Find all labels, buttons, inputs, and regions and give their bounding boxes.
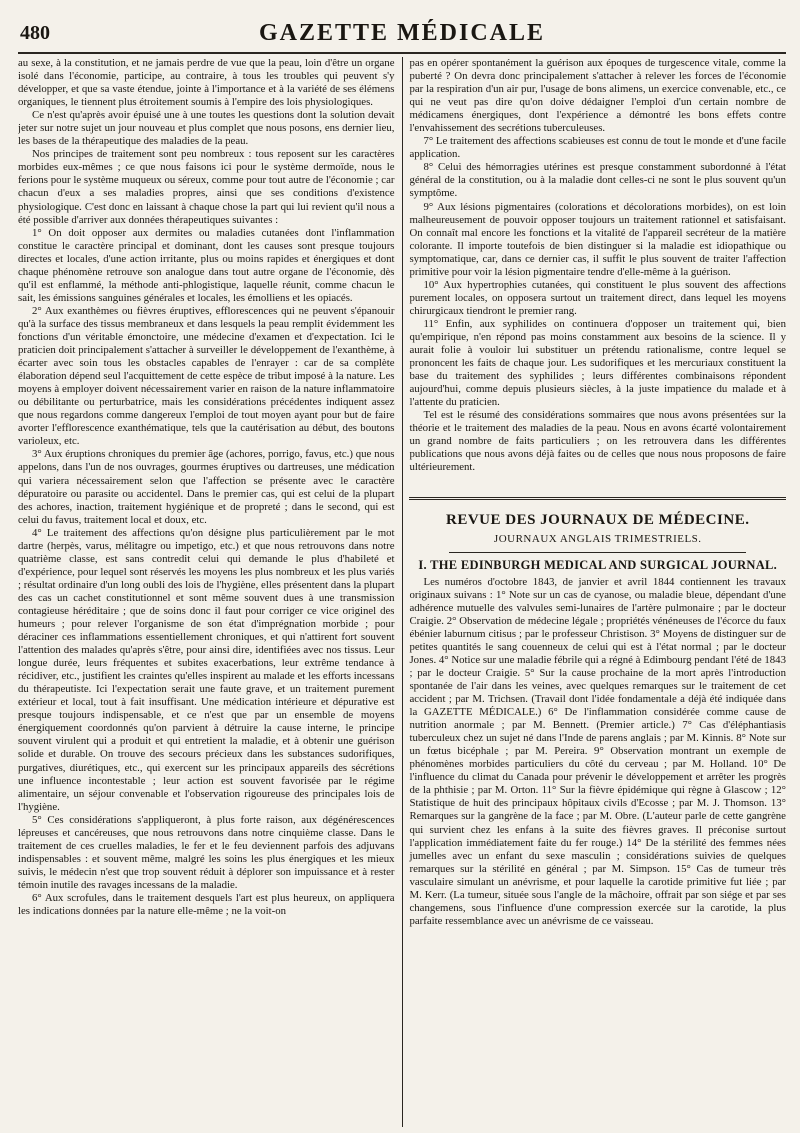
paragraph: 7° Le traitement des affections scabieuses est connu de tout le monde et d'une facile application. (409, 135, 786, 161)
paragraph: Ce n'est qu'après avoir épuisé une à une toutes les questions dont la solution devait jeter sur notre sujet un jour nouveau et plus complet que nous posons, ens dernier lieu, les bases de la thérapeutique des maladies de la peau. (18, 109, 395, 148)
article-title: I. THE EDINBURGH MEDICAL AND SURGICAL JOURNAL. (418, 557, 778, 572)
paragraph: Les numéros d'octobre 1843, de janvier et avril 1844 contiennent les travaux originaux suivans : 1° Note sur un cas de cyanose, ou maladie bleue, dépendant d'une adhérence mutuelle des valvules semi-lunaires de l'artère pulmonaire ; par le docteur Craigie. 2° Observation de médecine légale ; propriétés vénéneuses de l'écorce du faux ébénier laburnum citisus ; par le professeur Christison. 3° Moyens de distinguer sur de petites quantités le sang couenneux de celui qui est à l'état normal ; par le docteur Jones. 4° Notice sur une maladie fébrile qui a régné à Edimbourg pendant l'été de 1843 ; par le docteur Craigie. 5° Sur la cause prochaine de la mort après l'introduction spontanée de l'air dans les veines, avec quelques remarques sur le traitement de cet accident ; par M. Trichsen. (Travail dont l'idée fondamentale a déjà été indiquée dans la GAZETTE MÉDICALE.) 6° De l'inflammation considérée comme cause de nutrition anormale ; par M. Bennett. (Premier article.) 7° Cas d'éléphantiasis tuberculeux chez un sujet né dans l'Inde de parens anglais ; par M. Kinnis. 8° Note sur un fœtus bicéphale ; par M. Pereira. 9° Observation montrant un exemple de phénomènes morbides particuliers du côté du cerveau ; par M. Holland. 10° De l'influence du climat du Canada pour prévenir le développement et arrêter les progrès de la phthisie ; par M. Orton. 11° Sur la fièvre épidémique qui règne à Glascow ; 12° Statistique de huit des principaux hôpitaux civils d'Ecosse ; par M. J. Thomson. 13° Remarques sur la gangrène de la face ; par M. Obre. (L'auteur parle de cette gangrène qui survient chez les enfans à la suite des fièvres graves. Il préconise surtout l'application immédiatement faite du fer rouge.) 14° De la stérilité des femmes nées jumelles avec un enfant du sexe masculin ; considérations suivies de quelques remarques sur la stérilité en général ; par M. Simpson. 15° Cas de tumeur très vasculaire simulant un anévrisme, et pour laquelle la carotide primitive fut liée ; par M. Kerr. (La tumeur, située sous l'angle de la mâchoire, offrait par son siége et par ses changemens, sous l'influence d'une compression exercée sur la carotide, la plus parfaite ressemblance avec un anévrisme de ce vaisseau. (409, 575, 786, 927)
paragraph: 2° Aux exanthèmes ou fièvres éruptives, efflorescences qui ne peuvent s'épanouir qu'à la surface des tissus membraneux et dans lesquels la peau remplit évidemment les fonctions d'un véritable émonctoire, une médecine d'examen et d'expectation. Ici le praticien doit principalement s'attacher à surveiller le développement de l'exanthème, à écarter avec soin tous les obstacles capables de l'enrayer : car de sa complète élaboration dépend seul l'acquittement de cette espèce de tribut imposé à la nature. Les moyens à employer doivent nécessairement varier en raison de la nature inflammatoire ou débilitante ou perturbatrice, mais les considérations précédentes indiquent assez que nous regardons comme dangereux l'emploi de tout moyen ayant pour but de faire avorter l'efflorescence exanthématique, tels que la cautérisation au début, des boutons varioleux, etc. (18, 304, 395, 448)
journal-title: GAZETTE MÉDICALE (258, 20, 546, 46)
page-number: 480 (20, 22, 50, 44)
paragraph: 9° Aux lésions pigmentaires (colorations et décolorations morbides), on est loin malheureusement de pouvoir opposer toujours un traitement rationnel et satisfaisant. On connaît mal encore les fonctions et la vitalité de l'appareil secréteur de la matière colorante. Il importe toutefois de bien distinguer si la maladie est idiopathique ou symptomatique, car, dans ce dernier cas, il suffit le plus souvent de traiter l'affection primitive pour voir la lésion pigmentaire tendre d'elle-même à la guérison. (409, 200, 786, 278)
paragraph: 1° On doit opposer aux dermites ou maladies cutanées dont l'inflammation constitue le caractère principal et dominant, dont les causes sont presque toujours directes et locales, d'une action irritante, plus ou moins rapides et énergiques et dont chaque phénomène retrouve son analogue dans tout autre organe de l'économie, dès qu'il est enflammé, la méthode anti-phlogistique, laquelle réunit, comme chacun le sait, les émissions sanguines générales et locales, les émolliens et les opiacés. (18, 226, 395, 304)
right-column (402, 57, 786, 1127)
paragraph: au sexe, à la constitution, et ne jamais perdre de vue que la peau, loin d'être un organe isolé dans l'économie, participe, au contraire, à tous les troubles qui peuvent s'y développer, et que sa vaste étendue, jointe à l'importance et à la variété de ses élémens organiques, le tiennent plus étroitement soumis à l'empire des lois physiologiques. (18, 57, 395, 109)
paragraph: 4° Le traitement des affections qu'on désigne plus particulièrement par le mot dartre (herpès, varus, mélitagre ou impetigo, etc.) et que nous retrouvons dans notre quatrième classe, est sans contredit celui qui demande le plus d'habileté et d'expérience, pour lequel sont réservés les moyens les plus nombreux et les plus variés ; résultat ordinaire d'un long oubli des lois de l'hygiène, elles présentent dans la plupart des cas un cachet constitutionnel et sont même souvent dues à une transmission contagieuse héréditaire ; que de soins donc il faut pour corriger ce vice originel des humeurs ; pour relever l'organisme de son état d'imprégnation morbide ; pour déraciner ces inflammations essentiellement chroniques, et qui n'attirent fort souvent l'attention des malades qu'après s'être, pour ainsi dire, identifiées avec nos tissus. Leur longue durée, leurs fréquentes et subites exacerbations, leur extrême tendance à récidiver, etc., justifient les craintes qu'elles inspirent au malade et les efforts incessans du thérapeutiste. Ici l'expectation serait une faute grave, et un traitement purement extérieur et local, tout à fait insuffisant. Une médication intérieure et dépurative est presque toujours indispensable, et ce n'est que par un ensemble de moyens énergiquement coordonnés qu'on parvient à détruire la cause interne, le principe souvent virulent qui a produit et qui entretient la maladie, et à obtenir une guérison solide et durable. On trouve des secours précieux dans les substances sudorifiques, purgatives, diurétiques, etc., qui exercent sur les principaux appareils des sécrétions une influence incontestable ; leur action est souvent favorisée par le régime alimentaire, un séjour convenable et l'observation rigoureuse des principales lois de l'hygiène. (18, 526, 395, 813)
left-column (18, 57, 402, 1127)
paragraph: 10° Aux hypertrophies cutanées, qui constituent le plus souvent des affections purement locales, on opposera surtout un traitement direct, dans lequel les moyens chirurgicaux tiendront le premier rang. (409, 278, 786, 317)
paragraph: 8° Celui des hémorragies utérines est presque constamment subordonné à l'état général de la constitution, ou à la maladie dont celles-ci ne sont le plus souvent qu'un symptôme. (409, 161, 786, 200)
page-header (18, 18, 786, 54)
section-separator (409, 497, 786, 500)
subtitle-rule (449, 552, 746, 553)
paragraph: 3° Aux éruptions chroniques du premier âge (achores, porrigo, favus, etc.) que nous appelons, dans l'un de nos ouvrages, gourmes éruptives ou dartreuses, une médication qui variera nécessairement selon que l'affection se présente avec le caractère dépuratoire ou parasite ou accidentel. Dans le premier cas, qui est celui de la plupart des achores, inaction, traitement hygiénique et de propreté ; dans le second, qui est celui du favus, traitement local et doux, etc. (18, 448, 395, 526)
section-subtitle: JOURNAUX ANGLAIS TRIMESTRIELS. (493, 532, 702, 545)
paragraph: 11° Enfin, aux syphilides on continuera d'opposer un traitement qui, bien qu'empirique, n'en répond pas moins constamment aux besoins de la science. Il y aurait folie à vouloir lui substituer un prétendu rationalisme, contre lequel se prononcent les faits de chaque jour. Les sudorifiques et les mercuriaux constituent la base du traitement des syphilides ; leurs différentes combinaisons répondent aujourd'hui, comme depuis plusieurs siècles, à la juste impatience du malade et à l'attente du praticien. (409, 317, 786, 409)
paragraph: Nos principes de traitement sont peu nombreux : tous reposent sur les caractères morbides eux-mêmes ; ce que nous faisons ici pour le système dermoïde, nous le ferions pour le système muqueux ou séreux, comme pour tout autre de l'économie ; car chacun d'eux a ses maladies propres, ainsi que ses conditions d'existence physiologique. C'est donc en laissant à chaque chose la part qui lui revient qu'il nous a été possible d'arriver aux données thérapeutiques suivantes : (18, 148, 395, 226)
paragraph: pas en opérer spontanément la guérison aux époques de turgescence vitale, comme la puberté ? On devra donc principalement s'attacher à relever les forces de l'économie par la respiration d'un air pur, l'usage de bons alimens, un exercice convenable, etc., ce qui ne veut pas dire qu'on doive dédaigner l'emploi d'un certain nombre de médicamens énergiques, dont l'expérience a démontré les bons effets contre l'envahissement des secrétions tuberculeuses. (409, 57, 786, 135)
paragraph: 5° Ces considérations s'appliqueront, à plus forte raison, aux dégénérescences lépreuses et cancéreuses, que nous retrouvons dans notre cinquième classe. Dans le traitement de ces cruelles maladies, le fer et le feu deviennent parfois des adjuvans indispensables : et souvent même, malgré les soins les plus énergiques et les mieux suivis, le médecin n'est que trop souvent réduit à déplorer son impuissance et à rester témoin inutile des ravages incessans de la maladie. (18, 813, 395, 891)
section-title: REVUE DES JOURNAUX DE MÉDECINE. (446, 511, 750, 528)
paragraph: 6° Aux scrofules, dans le traitement desquels l'art est plus heureux, on appliquera les indications données par la nature elle-même ; ne la voit-on (18, 892, 395, 918)
two-column-body (18, 57, 786, 1127)
paragraph: Tel est le résumé des considérations sommaires que nous avons présentées sur la théorie et le traitement des maladies de la peau. Nous en avons écarté volontairement un grand nombre de faits particuliers ; on les retrouvera dans les différentes publications que nous avons déjà faites ou de celles que nous nous proposons de faire ultérieurement. (409, 409, 786, 474)
